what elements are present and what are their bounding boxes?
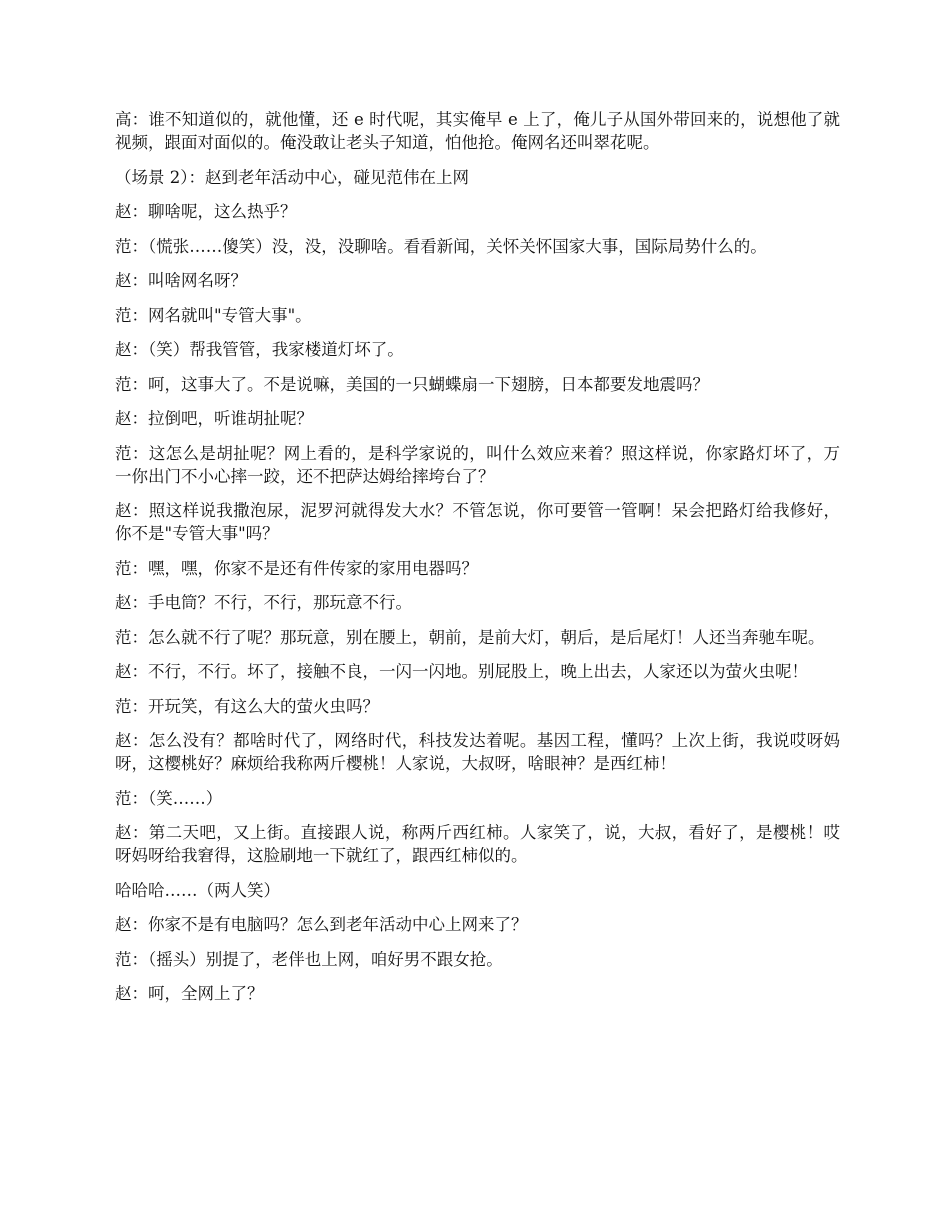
dialogue-line: 范：开玩笑，有这么大的萤火虫吗？ (115, 696, 379, 716)
dialogue-line: 赵：拉倒吧，听谁胡扯呢？ (115, 409, 313, 428)
dialogue-line: 范：网名就叫"专管大事"。 (115, 305, 312, 325)
dialogue-line: 赵：叫啥网名呀？ (115, 271, 247, 290)
dialogue-line: 范：（摇头）别提了，老伴也上网，咱好男不跟女抢。 (115, 949, 503, 969)
paragraph: 高：谁不知道似的，就他懂，还 e 时代呢，其实俺早 e 上了，俺儿子从国外带回来的，说想他了就视频，跟面对面似的。俺没敢让老头子知道，怕他抢。俺网名还叫翠花呢。 (115, 110, 840, 152)
dialogue-line: 赵：你家不是有电脑吗？怎么到老年活动中心上网来了？ (115, 915, 528, 934)
dialogue-line: 范：嘿，嘿，你家不是还有件传家的家用电器吗？ (115, 558, 478, 578)
dialogue-line: 范：这怎么是胡扯呢？网上看的，是科学家说的，叫什么效应来着？照这样说，你家路灯坏了，万一你出门不小心摔一跤，还不把萨达姆给摔垮台了？ (115, 443, 840, 486)
dialogue-line: 赵：不行，不行。坏了，接触不良，一闪一闪地。别屁股上，晚上出去，人家还以为萤火虫呢！ (115, 662, 808, 681)
scene-heading: （场景 2）：赵到老年活动中心，碰见范伟在上网 (115, 167, 469, 187)
dialogue-line: 赵：呵，全网上了？ (115, 984, 264, 1003)
dialogue-line: 范：（慌张……傻笑）没，没，没聊啥。看看新闻，关怀关怀国家大事，国际局势什么的。 (115, 236, 767, 256)
dialogue-line: 赵：（笑）帮我管管，我家楼道灯坏了。 (115, 340, 404, 359)
dialogue-line: 赵：聊啥呢，这么热乎？ (115, 202, 297, 221)
dialogue-line: 赵：怎么没有？都啥时代了，网络时代，科技发达着呢。基因工程，懂吗？上次上街，我说哎呀妈呀，这樱桃好？麻烦给我称两斤樱桃！人家说，大叔呀，啥眼神？是西红柿！ (115, 731, 840, 773)
dialogue-line: 赵：手电筒？不行，不行，那玩意不行。 (115, 593, 412, 612)
dialogue-line: 范：（笑……） (115, 788, 223, 808)
dialogue-line: 范：呵，这事大了。不是说嘛，美国的一只蝴蝶扇一下翅膀，日本都要发地震吗？ (115, 374, 709, 394)
dialogue-line: 赵：照这样说我撒泡尿，泥罗河就得发大水？不管怎说，你可要管一管啊！呆会把路灯给我修好，你不是"专管大事"吗？ (115, 501, 840, 543)
dialogue-line: 范：怎么就不行了呢？那玩意，别在腰上，朝前，是前大灯，朝后，是后尾灯！人还当奔驰车呢。 (115, 627, 825, 647)
dialogue-line: 赵：第二天吧，又上街。直接跟人说，称两斤西红柿。人家笑了，说，大叔，看好了，是樱桃！哎呀妈呀给我窘得，这脸刷地一下就红了，跟西红柿似的。 (115, 823, 840, 865)
document-body (115, 108, 840, 1017)
stage-direction: 哈哈哈……（两人笑） (115, 880, 280, 900)
